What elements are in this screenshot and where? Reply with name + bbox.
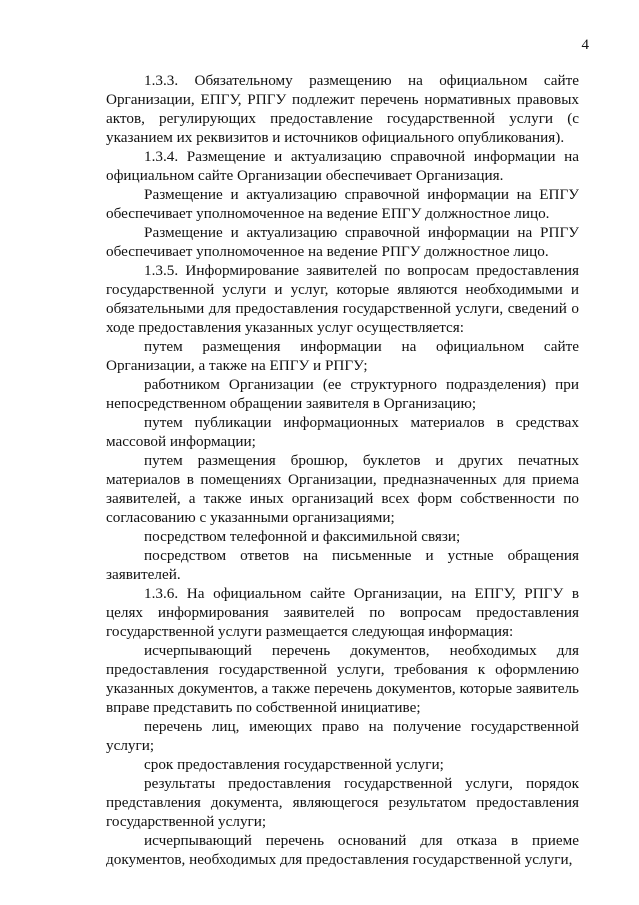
paragraph-1-3-5: 1.3.5. Информирование заявителей по вопросам предоставления государственной услуги и услуг, которые являются необходимыми и обязательными для предоставления государственной услуги, сведений о ходе предоставления указанных услуг осуществляется: [106,262,579,336]
paragraph-1-3-6: 1.3.6. На официальном сайте Организации, на ЕПГУ, РПГУ в целях информирования заявителей по вопросам предоставления государственной услуги размещается следующая информация: [106,585,579,640]
list-item-responses: посредством ответов на письменные и устные обращения заявителей. [106,547,579,583]
paragraph-rpgu-info: Размещение и актуализацию справочной информации на РПГУ обеспечивает уполномоченное на ведение РПГУ должностное лицо. [106,224,579,260]
page-number: 4 [581,37,589,53]
list-item-persons: перечень лиц, имеющих право на получение государственной услуги; [106,718,579,754]
list-item-term: срок предоставления государственной услуги; [144,756,444,773]
list-item-phone: посредством телефонной и факсимильной связи; [144,528,461,545]
list-item-brochures: путем размещения брошюр, буклетов и других печатных материалов в помещениях Организации, предназначенных для приема заявителей, а также иных организаций всех форм собственности по согласованию с указанными организациями; [106,452,579,526]
list-item-refusal-grounds: исчерпывающий перечень оснований для отказа в приеме документов, необходимых для предоставления государственной услуги, [106,832,579,868]
list-item-results: результаты предоставления государственной услуги, порядок представления документа, являющегося результатом предоставления государственной услуги; [106,775,579,830]
paragraph-1-3-3: 1.3.3. Обязательному размещению на официальном сайте Организации, ЕПГУ, РПГУ подлежит перечень нормативных правовых актов, регулирующих предоставление государственной услуги (с указанием их реквизитов и источников официального опубликования). [106,72,579,146]
document-body [106,71,579,869]
paragraph-epgu-info: Размещение и актуализацию справочной информации на ЕПГУ обеспечивает уполномоченное на ведение ЕПГУ должностное лицо. [106,186,579,222]
list-item-website: путем размещения информации на официальном сайте Организации, а также на ЕПГУ и РПГУ; [106,338,579,374]
list-item-employee: работником Организации (ее структурного подразделения) при непосредственном обращении заявителя в Организацию; [106,376,579,412]
paragraph-1-3-4: 1.3.4. Размещение и актуализацию справочной информации на официальном сайте Организации обеспечивает Организация. [106,148,579,184]
list-item-media: путем публикации информационных материалов в средствах массовой информации; [106,414,579,450]
list-item-documents: исчерпывающий перечень документов, необходимых для предоставления государственной услуги, требования к оформлению указанных документов, а также перечень документов, которые заявитель вправе представить по собственной инициативе; [106,642,579,716]
